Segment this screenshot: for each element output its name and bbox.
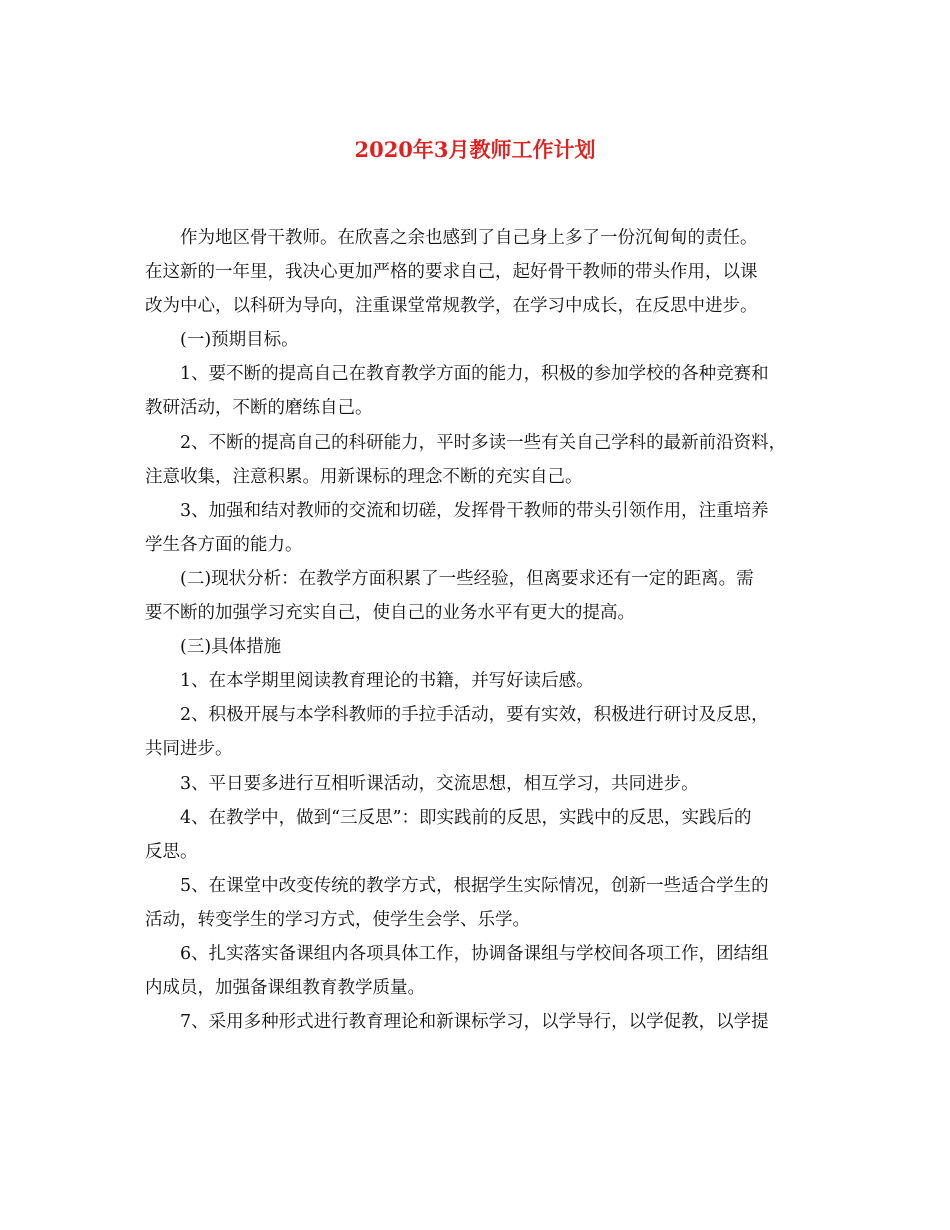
paragraph-line: 共同进步。 bbox=[145, 739, 233, 760]
paragraph-line: 反思。 bbox=[145, 841, 198, 862]
paragraph-line: 在这新的一年里，我决心更加严格的要求自己，起好骨干教师的带头作用，以课 bbox=[145, 262, 758, 283]
paragraph-line: 学生各方面的能力。 bbox=[145, 534, 303, 555]
paragraph-line: (三)具体措施 bbox=[180, 637, 282, 658]
paragraph-line: 5、在课堂中改变传统的教学方式，根据学生实际情况，创新一些适合学生的 bbox=[180, 875, 769, 896]
paragraph-line: (一)预期目标。 bbox=[180, 330, 299, 351]
paragraph-line: 3、加强和结对教师的交流和切磋，发挥骨干教师的带头引领作用，注重培养 bbox=[180, 500, 769, 521]
paragraph-line: 改为中心，以科研为导向，注重课堂常规教学，在学习中成长，在反思中进步。 bbox=[145, 296, 758, 317]
paragraph-line: 4、在教学中，做到“三反思”：即实践前的反思，实践中的反思，实践后的 bbox=[180, 807, 752, 828]
paragraph-line: 内成员，加强备课组教育教学质量。 bbox=[145, 978, 425, 999]
paragraph-line: 3、平日要多进行互相听课活动，交流思想，相互学习，共同进步。 bbox=[180, 773, 699, 794]
paragraph-line: 教研活动，不断的磨练自己。 bbox=[145, 398, 373, 419]
document-title: 2020年3月教师工作计划 bbox=[354, 137, 596, 162]
paragraph-line: 要不断的加强学习充实自己，使自己的业务水平有更大的提高。 bbox=[145, 603, 635, 624]
paragraph-line: 1、要不断的提高自己在教育教学方面的能力，积极的参加学校的各种竞赛和 bbox=[180, 364, 769, 385]
paragraph-line: 2、积极开展与本学科教师的手拉手活动，要有实效，积极进行研讨及反思， bbox=[180, 705, 769, 726]
paragraph-line: 注意收集，注意积累。用新课标的理念不断的充实自己。 bbox=[145, 466, 583, 487]
paragraph-line: 2、不断的提高自己的科研能力，平时多读一些有关自己学科的最新前沿资料， bbox=[180, 432, 787, 453]
paragraph-line: 6、扎实落实备课组内各项具体工作，协调备课组与学校间各项工作，团结组 bbox=[180, 943, 769, 964]
paragraph-line: 7、采用多种形式进行教育理论和新课标学习，以学导行，以学促教，以学提 bbox=[180, 1012, 769, 1033]
document-body bbox=[145, 221, 815, 1039]
paragraph-line: 活动，转变学生的学习方式，使学生会学、乐学。 bbox=[145, 909, 530, 930]
paragraph-line: 1、在本学期里阅读教育理论的书籍，并写好读后感。 bbox=[180, 671, 594, 692]
paragraph-line: (二)现状分析：在教学方面积累了一些经验，但离要求还有一定的距离。需 bbox=[180, 568, 754, 589]
paragraph-line: 作为地区骨干教师。在欣喜之余也感到了自己身上多了一份沉甸甸的责任。 bbox=[180, 228, 758, 248]
